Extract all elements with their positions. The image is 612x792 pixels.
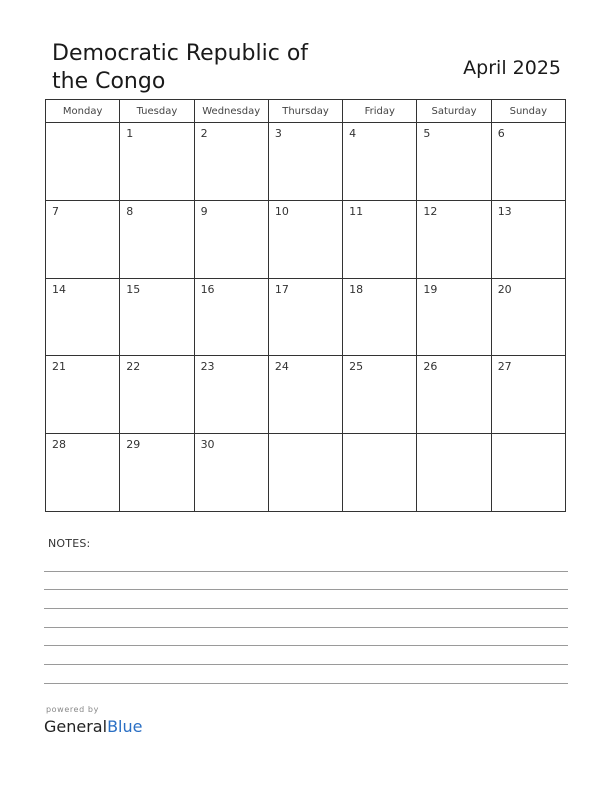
day-number: 28 (52, 438, 66, 452)
day-cell (268, 278, 342, 356)
note-line (44, 609, 568, 628)
weekday-header: Saturday (417, 100, 491, 123)
brand-blue: Blue (107, 717, 143, 736)
day-cell (417, 123, 491, 201)
note-line (44, 553, 568, 572)
day-number: 20 (497, 282, 512, 296)
day-number: 19 (423, 282, 438, 296)
day-number (492, 434, 565, 438)
weekday-header-row (46, 100, 566, 123)
day-number: 3 (274, 127, 282, 140)
day-cell (343, 278, 417, 356)
day-number: 12 (423, 204, 438, 218)
day-cell (417, 434, 491, 512)
month-label: April 2025 (463, 57, 561, 79)
day-cell (194, 434, 268, 512)
day-cell (194, 200, 268, 278)
day-number: 11 (349, 204, 364, 218)
day-number: 10 (274, 204, 289, 218)
note-line (44, 590, 568, 609)
day-cell (120, 278, 194, 356)
week-row (46, 434, 566, 512)
title-line-2: the Congo (52, 69, 166, 94)
title-line-1: Democratic Republic of (52, 41, 309, 66)
day-number: 2 (200, 127, 208, 140)
notes-lines (44, 553, 568, 684)
day-number: 26 (423, 360, 438, 374)
day-cell (343, 356, 417, 434)
day-cell (268, 200, 342, 278)
day-cell (491, 278, 565, 356)
day-number (417, 434, 490, 438)
day-cell (194, 278, 268, 356)
notes-label: NOTES: (48, 537, 91, 550)
week-row (46, 356, 566, 434)
day-cell (120, 123, 194, 201)
day-number: 1 (126, 127, 134, 140)
day-cell (417, 200, 491, 278)
day-number: 6 (497, 127, 505, 140)
day-cell (120, 356, 194, 434)
note-line (44, 628, 568, 647)
day-cell (268, 434, 342, 512)
day-number: 21 (52, 360, 66, 374)
day-number: 8 (126, 204, 134, 218)
day-number: 14 (52, 282, 66, 296)
day-cell (491, 434, 565, 512)
weekday-header: Sunday (491, 100, 565, 123)
day-cell (46, 278, 120, 356)
day-number: 24 (274, 360, 289, 374)
week-row (46, 278, 566, 356)
day-cell (491, 200, 565, 278)
day-number: 30 (200, 438, 215, 452)
day-cell (46, 434, 120, 512)
calendar-grid (45, 99, 566, 512)
day-cell (46, 356, 120, 434)
note-line (44, 572, 568, 591)
day-cell (343, 200, 417, 278)
day-number: 5 (423, 127, 431, 140)
page-title (52, 40, 352, 96)
weekday-header: Tuesday (120, 100, 194, 123)
day-number: 29 (126, 438, 141, 452)
day-cell (417, 278, 491, 356)
day-number: 16 (200, 282, 215, 296)
weekday-header: Wednesday (194, 100, 268, 123)
week-row (46, 123, 566, 201)
day-number: 23 (200, 360, 215, 374)
day-number: 4 (349, 127, 357, 140)
day-cell (491, 123, 565, 201)
day-number: 27 (497, 360, 512, 374)
day-number: 25 (349, 360, 364, 374)
day-cell (46, 123, 120, 201)
day-cell (120, 434, 194, 512)
day-number (343, 434, 416, 438)
powered-by-text: powered by (46, 705, 99, 714)
day-cell (343, 434, 417, 512)
day-number: 22 (126, 360, 141, 374)
day-cell (194, 123, 268, 201)
generalblue-logo (44, 717, 142, 737)
week-row (46, 200, 566, 278)
day-number: 7 (52, 204, 59, 218)
day-cell (120, 200, 194, 278)
day-cell (194, 356, 268, 434)
brand-general: General (44, 717, 108, 736)
day-number: 18 (349, 282, 364, 296)
day-number (46, 123, 119, 127)
day-cell (491, 356, 565, 434)
day-number: 15 (126, 282, 141, 296)
weekday-header: Monday (46, 100, 120, 123)
day-number (269, 434, 342, 438)
day-number: 17 (274, 282, 289, 296)
weekday-header: Friday (343, 100, 417, 123)
day-number: 13 (497, 204, 512, 218)
day-cell (343, 123, 417, 201)
day-cell (268, 123, 342, 201)
note-line (44, 646, 568, 665)
day-cell (417, 356, 491, 434)
day-number: 9 (200, 204, 208, 218)
day-cell (46, 200, 120, 278)
weekday-header: Thursday (268, 100, 342, 123)
day-cell (268, 356, 342, 434)
note-line (44, 665, 568, 684)
